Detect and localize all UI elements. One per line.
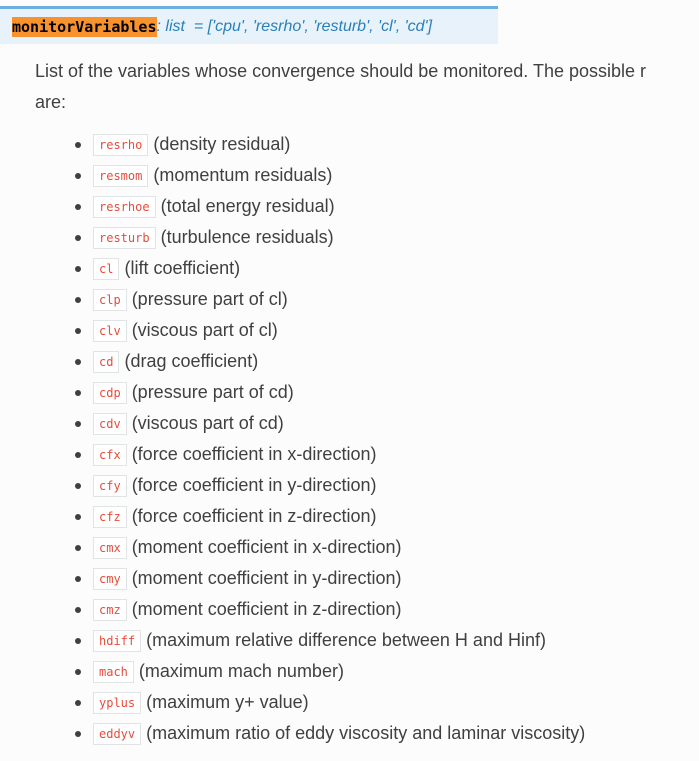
list-item: [0, 408, 585, 439]
list-item: [0, 439, 585, 470]
variable-code: cfy: [93, 475, 127, 497]
description-line: List of the variables whose convergence should be monitored. The possible r: [35, 61, 647, 81]
list-item: [0, 377, 585, 408]
variable-description: (maximum y+ value): [146, 692, 309, 712]
variable-list: [0, 129, 585, 749]
variable-description: (force coefficient in x-direction): [131, 444, 377, 464]
list-item: [0, 594, 585, 625]
bullet-icon: [75, 607, 81, 613]
variable-description: (force coefficient in y-direction): [131, 475, 377, 495]
list-item: [0, 687, 585, 718]
list-item: [0, 315, 585, 346]
variable-description: (viscous part of cd): [131, 413, 284, 433]
variable-code: cdv: [93, 413, 127, 435]
bullet-icon: [75, 297, 81, 303]
variable-code: cmy: [93, 568, 127, 590]
option-signature: [0, 6, 498, 44]
bullet-icon: [75, 669, 81, 675]
variable-description: (maximum mach number): [138, 661, 344, 681]
bullet-icon: [75, 235, 81, 241]
variable-code: mach: [93, 661, 134, 683]
list-item: [0, 284, 585, 315]
variable-code: cdp: [93, 382, 127, 404]
bullet-icon: [75, 359, 81, 365]
description-line: are:: [35, 92, 67, 112]
bullet-icon: [75, 576, 81, 582]
bullet-icon: [75, 328, 81, 334]
bullet-icon: [75, 731, 81, 737]
bullet-icon: [75, 421, 81, 427]
bullet-icon: [75, 545, 81, 551]
bullet-icon: [75, 638, 81, 644]
bullet-icon: [75, 204, 81, 210]
bullet-icon: [75, 142, 81, 148]
list-item: [0, 718, 585, 749]
variable-code: cd: [93, 351, 119, 373]
list-item: [0, 160, 585, 191]
option-description: [35, 56, 699, 118]
bullet-icon: [75, 483, 81, 489]
variable-description: (momentum residuals): [153, 165, 333, 185]
variable-description: (viscous part of cl): [131, 320, 278, 340]
variable-code: cfx: [93, 444, 127, 466]
variable-description: (density residual): [153, 134, 291, 154]
option-name: monitorVariables: [12, 17, 157, 36]
bullet-icon: [75, 266, 81, 272]
list-item: [0, 625, 585, 656]
variable-code: hdiff: [93, 630, 141, 652]
variable-code: resrho: [93, 134, 148, 156]
list-item: [0, 129, 585, 160]
variable-description: (total energy residual): [160, 196, 335, 216]
variable-code: yplus: [93, 692, 141, 714]
option-default: = ['cpu', 'resrho', 'resturb', 'cl', 'cd']: [184, 17, 433, 35]
list-item: [0, 346, 585, 377]
variable-code: resrhoe: [93, 196, 156, 218]
bullet-icon: [75, 452, 81, 458]
variable-description: (force coefficient in z-direction): [131, 506, 377, 526]
list-item: [0, 191, 585, 222]
option-type: : list: [156, 17, 185, 35]
variable-description: (moment coefficient in x-direction): [131, 537, 402, 557]
variable-code: resturb: [93, 227, 156, 249]
variable-code: resmom: [93, 165, 148, 187]
variable-code: cmz: [93, 599, 127, 621]
variable-description: (turbulence residuals): [160, 227, 334, 247]
variable-description: (moment coefficient in z-direction): [131, 599, 402, 619]
bullet-icon: [75, 514, 81, 520]
list-item: [0, 222, 585, 253]
variable-code: eddyv: [93, 723, 141, 745]
bullet-icon: [75, 390, 81, 396]
variable-description: (pressure part of cl): [131, 289, 288, 309]
list-item: [0, 501, 585, 532]
variable-code: cmx: [93, 537, 127, 559]
list-item: [0, 656, 585, 687]
variable-code: clv: [93, 320, 127, 342]
bullet-icon: [75, 173, 81, 179]
variable-description: (drag coefficient): [124, 351, 259, 371]
variable-description: (lift coefficient): [124, 258, 241, 278]
variable-description: (pressure part of cd): [131, 382, 294, 402]
list-item: [0, 532, 585, 563]
list-item: [0, 563, 585, 594]
variable-description: (maximum relative difference between H and Hinf): [146, 630, 546, 650]
list-item: [0, 470, 585, 501]
bullet-icon: [75, 700, 81, 706]
variable-code: cl: [93, 258, 119, 280]
variable-description: (moment coefficient in y-direction): [131, 568, 402, 588]
variable-description: (maximum ratio of eddy viscosity and laminar viscosity): [146, 723, 586, 743]
variable-code: clp: [93, 289, 127, 311]
list-item: [0, 253, 585, 284]
variable-code: cfz: [93, 506, 127, 528]
